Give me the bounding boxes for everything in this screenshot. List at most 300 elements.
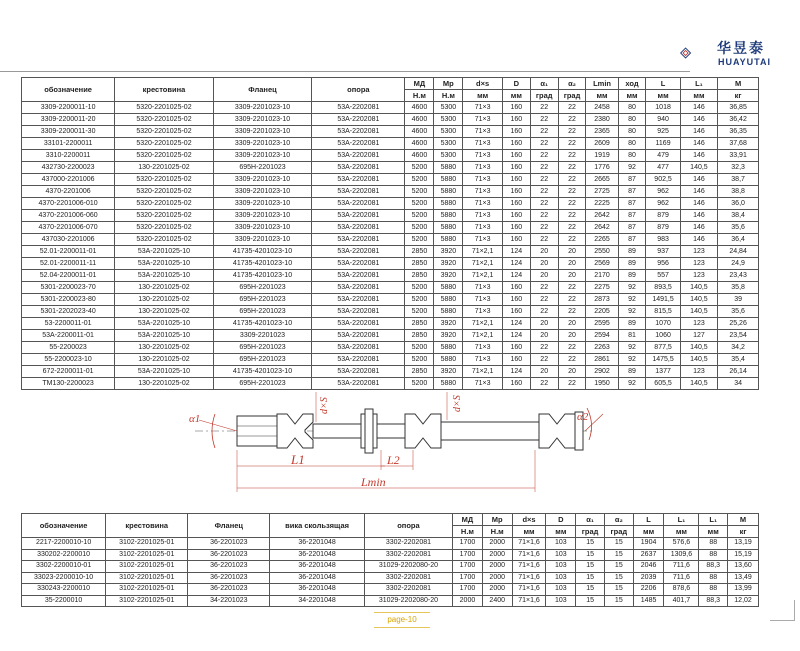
table-cell: 71×3 <box>463 378 503 390</box>
table-cell: 2642 <box>586 210 618 222</box>
column-header: ход <box>618 78 646 90</box>
table-cell: 2609 <box>586 138 618 150</box>
table-cell: 1475,5 <box>646 354 680 366</box>
table-cell: 89 <box>618 318 646 330</box>
table-cell: 80 <box>618 126 646 138</box>
table-cell: 146 <box>680 138 717 150</box>
table-cell: 103 <box>546 538 576 550</box>
table-cell: 5880 <box>434 354 463 366</box>
table-cell: 124 <box>502 330 530 342</box>
table-cell: 22 <box>558 174 586 186</box>
table-cell: 2665 <box>586 174 618 186</box>
table-cell: 88 <box>699 572 728 584</box>
table-cell: 3302-2202081 <box>364 549 452 561</box>
table-cell: 3309-2201023-10 <box>213 114 312 126</box>
table-cell: 4600 <box>405 150 434 162</box>
table-cell: 22 <box>558 210 586 222</box>
table-row <box>22 174 759 186</box>
table-cell: 53А-2202081 <box>312 270 405 282</box>
column-unit: мм <box>633 526 664 538</box>
table-cell: 71×3 <box>463 174 503 186</box>
table-cell: 937 <box>646 246 680 258</box>
table-cell: 20 <box>558 330 586 342</box>
table-row <box>22 354 759 366</box>
table-cell: 53А-2202081 <box>312 150 405 162</box>
table-cell: 71×2,1 <box>463 318 503 330</box>
table-cell: 3309-2201023-10 <box>213 174 312 186</box>
column-header: L₁ <box>680 78 717 90</box>
table-cell: 146 <box>680 234 717 246</box>
table-cell: 53А-2202081 <box>312 174 405 186</box>
brand-name-cn: 华昱泰 <box>717 40 765 56</box>
table-cell: 160 <box>502 186 530 198</box>
table-row <box>22 222 759 234</box>
column-header: M <box>728 514 759 526</box>
table-cell: 2850 <box>405 330 434 342</box>
table-cell: 2850 <box>405 270 434 282</box>
table-cell: 1169 <box>646 138 680 150</box>
table-cell: 160 <box>502 162 530 174</box>
table-cell: 71×2,1 <box>463 330 503 342</box>
table-cell: 879 <box>646 210 680 222</box>
table-cell: 22 <box>558 282 586 294</box>
table-cell: 71×3 <box>463 306 503 318</box>
table-cell: 2850 <box>405 246 434 258</box>
column-header: L₁ <box>664 514 699 526</box>
table-cell: 3102-2201025-01 <box>106 595 188 607</box>
table-cell: 3920 <box>434 258 463 270</box>
table-cell: 5880 <box>434 294 463 306</box>
column-header: опора <box>312 78 405 102</box>
table-cell: 20 <box>530 270 558 282</box>
table-cell: 15 <box>576 561 605 573</box>
table-cell: 71×2,1 <box>463 246 503 258</box>
table-cell: 71×1,6 <box>512 595 546 607</box>
table-cell: 140,5 <box>680 294 717 306</box>
column-unit: мм <box>586 90 618 102</box>
table-cell: 2000 <box>453 595 483 607</box>
table-cell: 4600 <box>405 126 434 138</box>
table-cell: 13,99 <box>728 584 759 596</box>
table-cell: 41735-4201023-10 <box>213 246 312 258</box>
brand-name-en: HUAYUTAI <box>718 57 772 67</box>
table-cell: 71×3 <box>463 162 503 174</box>
table-cell: 695Н-2201023 <box>213 282 312 294</box>
table-cell: 53А-2202081 <box>312 330 405 342</box>
table-cell: 3102-2201025-01 <box>106 584 188 596</box>
table-cell: 1904 <box>633 538 664 550</box>
table-cell: 71×1,6 <box>512 561 546 573</box>
table-cell: 22 <box>530 294 558 306</box>
column-header: Фланец <box>213 78 312 102</box>
table-cell: 5200 <box>405 282 434 294</box>
table-cell: 5320-2201025-02 <box>115 126 214 138</box>
table-row <box>22 198 759 210</box>
table-cell: 89 <box>618 366 646 378</box>
table-cell: 15 <box>604 584 633 596</box>
table-cell: 36,0 <box>718 198 759 210</box>
table-cell: 103 <box>546 572 576 584</box>
table-cell: 3920 <box>434 318 463 330</box>
table-cell: 160 <box>502 210 530 222</box>
table-cell: 41735-4201023-10 <box>213 318 312 330</box>
column-header: α₁ <box>576 514 605 526</box>
table-cell: 124 <box>502 270 530 282</box>
table-cell: 130-2201025-02 <box>115 282 214 294</box>
table-cell: 1700 <box>453 572 483 584</box>
table-cell: 3309-2201023-10 <box>213 102 312 114</box>
column-unit: Н.м <box>453 526 483 538</box>
table-row <box>22 294 759 306</box>
table-cell: 71×3 <box>463 186 503 198</box>
table-row <box>22 186 759 198</box>
table-cell: 87 <box>618 234 646 246</box>
table-row <box>22 318 759 330</box>
table-cell: 5320-2201025-02 <box>115 222 214 234</box>
column-header: Мр <box>482 514 512 526</box>
table-cell: 160 <box>502 150 530 162</box>
table-cell: 695Н-2201023 <box>213 342 312 354</box>
column-unit: град <box>530 90 558 102</box>
table-cell: 71×3 <box>463 138 503 150</box>
table-cell: 672-2200011-01 <box>22 366 115 378</box>
table-cell: 5200 <box>405 378 434 390</box>
table-cell: 71×2,1 <box>463 270 503 282</box>
table-cell: 140,5 <box>680 282 717 294</box>
table-cell: 22 <box>558 306 586 318</box>
table-cell: 53А-2202081 <box>312 354 405 366</box>
table-cell: 160 <box>502 282 530 294</box>
table-cell: 5200 <box>405 174 434 186</box>
table-cell: 5880 <box>434 234 463 246</box>
column-header: обозначение <box>22 78 115 102</box>
table-row <box>22 306 759 318</box>
table-cell: 22 <box>558 126 586 138</box>
table-cell: 53А-2202081 <box>312 138 405 150</box>
table-cell: 103 <box>546 561 576 573</box>
table-cell: 22 <box>558 150 586 162</box>
table-row <box>22 102 759 114</box>
table-row <box>22 538 759 550</box>
column-header: D <box>502 78 530 90</box>
table-cell: 123 <box>680 258 717 270</box>
table-cell: 20 <box>558 258 586 270</box>
table-cell: 89 <box>618 270 646 282</box>
table-cell: 5300 <box>434 126 463 138</box>
table-cell: 2850 <box>405 258 434 270</box>
column-unit: мм <box>502 90 530 102</box>
table-cell: 13,60 <box>728 561 759 573</box>
table-cell: 5320-2201025-02 <box>115 210 214 222</box>
column-header: M <box>718 78 759 90</box>
table-cell: 33,91 <box>718 150 759 162</box>
table-cell: 22 <box>558 378 586 390</box>
table-cell: 32,3 <box>718 162 759 174</box>
table-cell: 5880 <box>434 210 463 222</box>
table-cell: 5300 <box>434 150 463 162</box>
table-cell: 20 <box>530 246 558 258</box>
table-cell: 34,2 <box>718 342 759 354</box>
table-cell: 15,19 <box>728 549 759 561</box>
table-cell: 89 <box>618 246 646 258</box>
table-cell: 5880 <box>434 198 463 210</box>
table-cell: 3309-2200011-10 <box>22 102 115 114</box>
table-cell: 80 <box>618 102 646 114</box>
table-cell: 36-2201048 <box>270 549 364 561</box>
table-cell: 160 <box>502 354 530 366</box>
table-cell: 3309-2201023-10 <box>213 126 312 138</box>
table-cell: 15 <box>604 595 633 607</box>
table-cell: 3309-2201023 <box>213 330 312 342</box>
table-cell: 160 <box>502 138 530 150</box>
table-cell: 53А-2201025-10 <box>115 258 214 270</box>
dxs-label-right: d×S <box>452 395 463 412</box>
table-row <box>22 210 759 222</box>
table-cell: 479 <box>646 150 680 162</box>
table-cell: 22 <box>530 126 558 138</box>
table-cell: 34-2201048 <box>270 595 364 607</box>
table-cell: 5320-2201025-02 <box>115 186 214 198</box>
table-cell: 20 <box>530 330 558 342</box>
table-cell: 53А-2202081 <box>312 210 405 222</box>
table-cell: 22 <box>558 234 586 246</box>
table-row <box>22 330 759 342</box>
table-cell: 2873 <box>586 294 618 306</box>
table-row <box>22 138 759 150</box>
table-cell: 815,5 <box>646 306 680 318</box>
table-cell: 5200 <box>405 306 434 318</box>
column-header: опора <box>364 514 452 538</box>
table-cell: 5880 <box>434 342 463 354</box>
table-cell: 71×3 <box>463 114 503 126</box>
table-cell: 2380 <box>586 114 618 126</box>
column-header: L <box>633 514 664 526</box>
table-cell: 5320-2201025-02 <box>115 198 214 210</box>
column-header: d×s <box>463 78 503 90</box>
table-cell: 36-2201048 <box>270 584 364 596</box>
table-cell: 925 <box>646 126 680 138</box>
table-cell: 576,6 <box>664 538 699 550</box>
table-cell: 160 <box>502 378 530 390</box>
table-cell: 130-2201025-02 <box>115 294 214 306</box>
column-unit: Н.м <box>482 526 512 538</box>
table-cell: 5880 <box>434 162 463 174</box>
table-cell: 52.04-2200011-01 <box>22 270 115 282</box>
table-cell: 53А-2200011-01 <box>22 330 115 342</box>
table-cell: 1700 <box>453 549 483 561</box>
table-cell: 71×3 <box>463 150 503 162</box>
table-cell: 1919 <box>586 150 618 162</box>
table-cell: 92 <box>618 162 646 174</box>
table-cell: 41735-4201023-10 <box>213 258 312 270</box>
table-cell: 22 <box>530 282 558 294</box>
table-cell: 123 <box>680 318 717 330</box>
table-cell: 41735-4201023-10 <box>213 366 312 378</box>
table-cell: 1070 <box>646 318 680 330</box>
table-cell: 3102-2201025-01 <box>106 572 188 584</box>
column-header: МД <box>405 78 434 90</box>
table-cell: 53А-2201025-10 <box>115 318 214 330</box>
table-cell: 87 <box>618 210 646 222</box>
table-cell: 2000 <box>482 561 512 573</box>
column-unit: кг <box>718 90 759 102</box>
table-cell: 22 <box>530 162 558 174</box>
table-cell: 53А-2202081 <box>312 306 405 318</box>
table-cell: 160 <box>502 126 530 138</box>
table-cell: 2275 <box>586 282 618 294</box>
table-cell: 71×1,6 <box>512 572 546 584</box>
l1-label: L1 <box>291 452 305 467</box>
table-cell: 2550 <box>586 246 618 258</box>
table-cell: 15 <box>604 538 633 550</box>
table-cell: 53А-2201025-10 <box>115 246 214 258</box>
driveshaft-table-main <box>21 77 759 390</box>
table-cell: 432730-2200023 <box>22 162 115 174</box>
table-cell: 22 <box>530 114 558 126</box>
table-cell: 53А-2202081 <box>312 342 405 354</box>
table-cell: 103 <box>546 584 576 596</box>
table-cell: 38,7 <box>718 174 759 186</box>
table-cell: 13,19 <box>728 538 759 550</box>
table-cell: 5880 <box>434 306 463 318</box>
table-cell: 2594 <box>586 330 618 342</box>
table-cell: 330202-2200010 <box>22 549 106 561</box>
table-cell: 160 <box>502 222 530 234</box>
table-cell: 103 <box>546 549 576 561</box>
table-cell: 160 <box>502 294 530 306</box>
table-cell: 22 <box>530 150 558 162</box>
table-cell: 437000-2201006 <box>22 174 115 186</box>
table-cell: 3309-2201023-10 <box>213 222 312 234</box>
column-unit: град <box>576 526 605 538</box>
table-cell: 2000 <box>482 572 512 584</box>
table-cell: 71×2,1 <box>463 258 503 270</box>
table-cell: 2225 <box>586 198 618 210</box>
table-cell: 92 <box>618 282 646 294</box>
table-cell: 5200 <box>405 186 434 198</box>
table-cell: 130-2201025-02 <box>115 306 214 318</box>
table-cell: 22 <box>558 354 586 366</box>
table-cell: 4370-2201006-070 <box>22 222 115 234</box>
table-cell: 695Н-2201023 <box>213 306 312 318</box>
column-header: крестовина <box>115 78 214 102</box>
table-row <box>22 114 759 126</box>
table-cell: 22 <box>558 102 586 114</box>
table-row <box>22 150 759 162</box>
table-cell: 22 <box>558 114 586 126</box>
table-cell: 89 <box>618 258 646 270</box>
table-cell: 5320-2201025-02 <box>115 174 214 186</box>
table-row <box>22 126 759 138</box>
table-cell: 88 <box>699 549 728 561</box>
table-cell: 1700 <box>453 561 483 573</box>
table-cell: 5200 <box>405 222 434 234</box>
table-cell: 22 <box>558 294 586 306</box>
table-cell: 3309-2201023-10 <box>213 234 312 246</box>
table-cell: 53А-2202081 <box>312 234 405 246</box>
table-row <box>22 258 759 270</box>
table-cell: 127 <box>680 330 717 342</box>
table-cell: 401,7 <box>664 595 699 607</box>
table-cell: 2206 <box>633 584 664 596</box>
lmin-label: Lmin <box>361 475 386 489</box>
table-cell: 160 <box>502 306 530 318</box>
table-cell: 31029-2202080-20 <box>364 561 452 573</box>
table-cell: 15 <box>576 549 605 561</box>
l2-label: L2 <box>387 453 400 467</box>
table-cell: 36-2201023 <box>188 549 270 561</box>
table-cell: 1485 <box>633 595 664 607</box>
table-cell: 53А-2201025-10 <box>115 270 214 282</box>
table-cell: 146 <box>680 210 717 222</box>
table-cell: 146 <box>680 126 717 138</box>
table-cell: 3920 <box>434 246 463 258</box>
column-unit: мм <box>699 526 728 538</box>
table-cell: 3310-2200011 <box>22 150 115 162</box>
table-cell: 81 <box>618 330 646 342</box>
table-cell: 3309-2200011-30 <box>22 126 115 138</box>
table-cell: 52.01-2200011-11 <box>22 258 115 270</box>
table-cell: 124 <box>502 318 530 330</box>
table-cell: 711,6 <box>664 561 699 573</box>
table-cell: 53А-2201025-10 <box>115 366 214 378</box>
table-row <box>22 282 759 294</box>
table-cell: 20 <box>530 366 558 378</box>
table-cell: 5300 <box>434 138 463 150</box>
table-cell: 92 <box>618 378 646 390</box>
table-cell: 92 <box>618 306 646 318</box>
table-cell: 80 <box>618 150 646 162</box>
table-cell: 20 <box>558 246 586 258</box>
table-cell: 130-2201025-02 <box>115 378 214 390</box>
table-cell: 71×2,1 <box>463 366 503 378</box>
table-cell: 71×3 <box>463 102 503 114</box>
table-cell: 71×3 <box>463 282 503 294</box>
table-cell: 1776 <box>586 162 618 174</box>
column-unit: град <box>604 526 633 538</box>
table-cell: 15 <box>576 572 605 584</box>
table-cell: 34 <box>718 378 759 390</box>
table-cell: 38,4 <box>718 210 759 222</box>
table-cell: 2265 <box>586 234 618 246</box>
table-cell: 140,5 <box>680 342 717 354</box>
table-cell: 35,8 <box>718 282 759 294</box>
table-cell: 2000 <box>482 584 512 596</box>
table-cell: 877,5 <box>646 342 680 354</box>
table-cell: 53А-2202081 <box>312 294 405 306</box>
table-cell: 2217-2200010-10 <box>22 538 106 550</box>
table-cell: 124 <box>502 258 530 270</box>
table-cell: 2205 <box>586 306 618 318</box>
table-cell: 71×3 <box>463 294 503 306</box>
table-cell: 5200 <box>405 198 434 210</box>
table-cell: 22 <box>530 354 558 366</box>
table-row <box>22 595 759 607</box>
table-cell: 22 <box>530 234 558 246</box>
table-cell: 33023-2200010-10 <box>22 572 106 584</box>
table-cell: 146 <box>680 174 717 186</box>
table-cell: 52.01-2200011-01 <box>22 246 115 258</box>
table-cell: 103 <box>546 595 576 607</box>
table-cell: 3309-2201023-10 <box>213 198 312 210</box>
table-row <box>22 162 759 174</box>
table-cell: 3102-2201025-01 <box>106 549 188 561</box>
table-cell: 5200 <box>405 210 434 222</box>
column-unit: мм <box>512 526 546 538</box>
table-cell: 878,6 <box>664 584 699 596</box>
column-header: L <box>646 78 680 90</box>
table-cell: 36,85 <box>718 102 759 114</box>
